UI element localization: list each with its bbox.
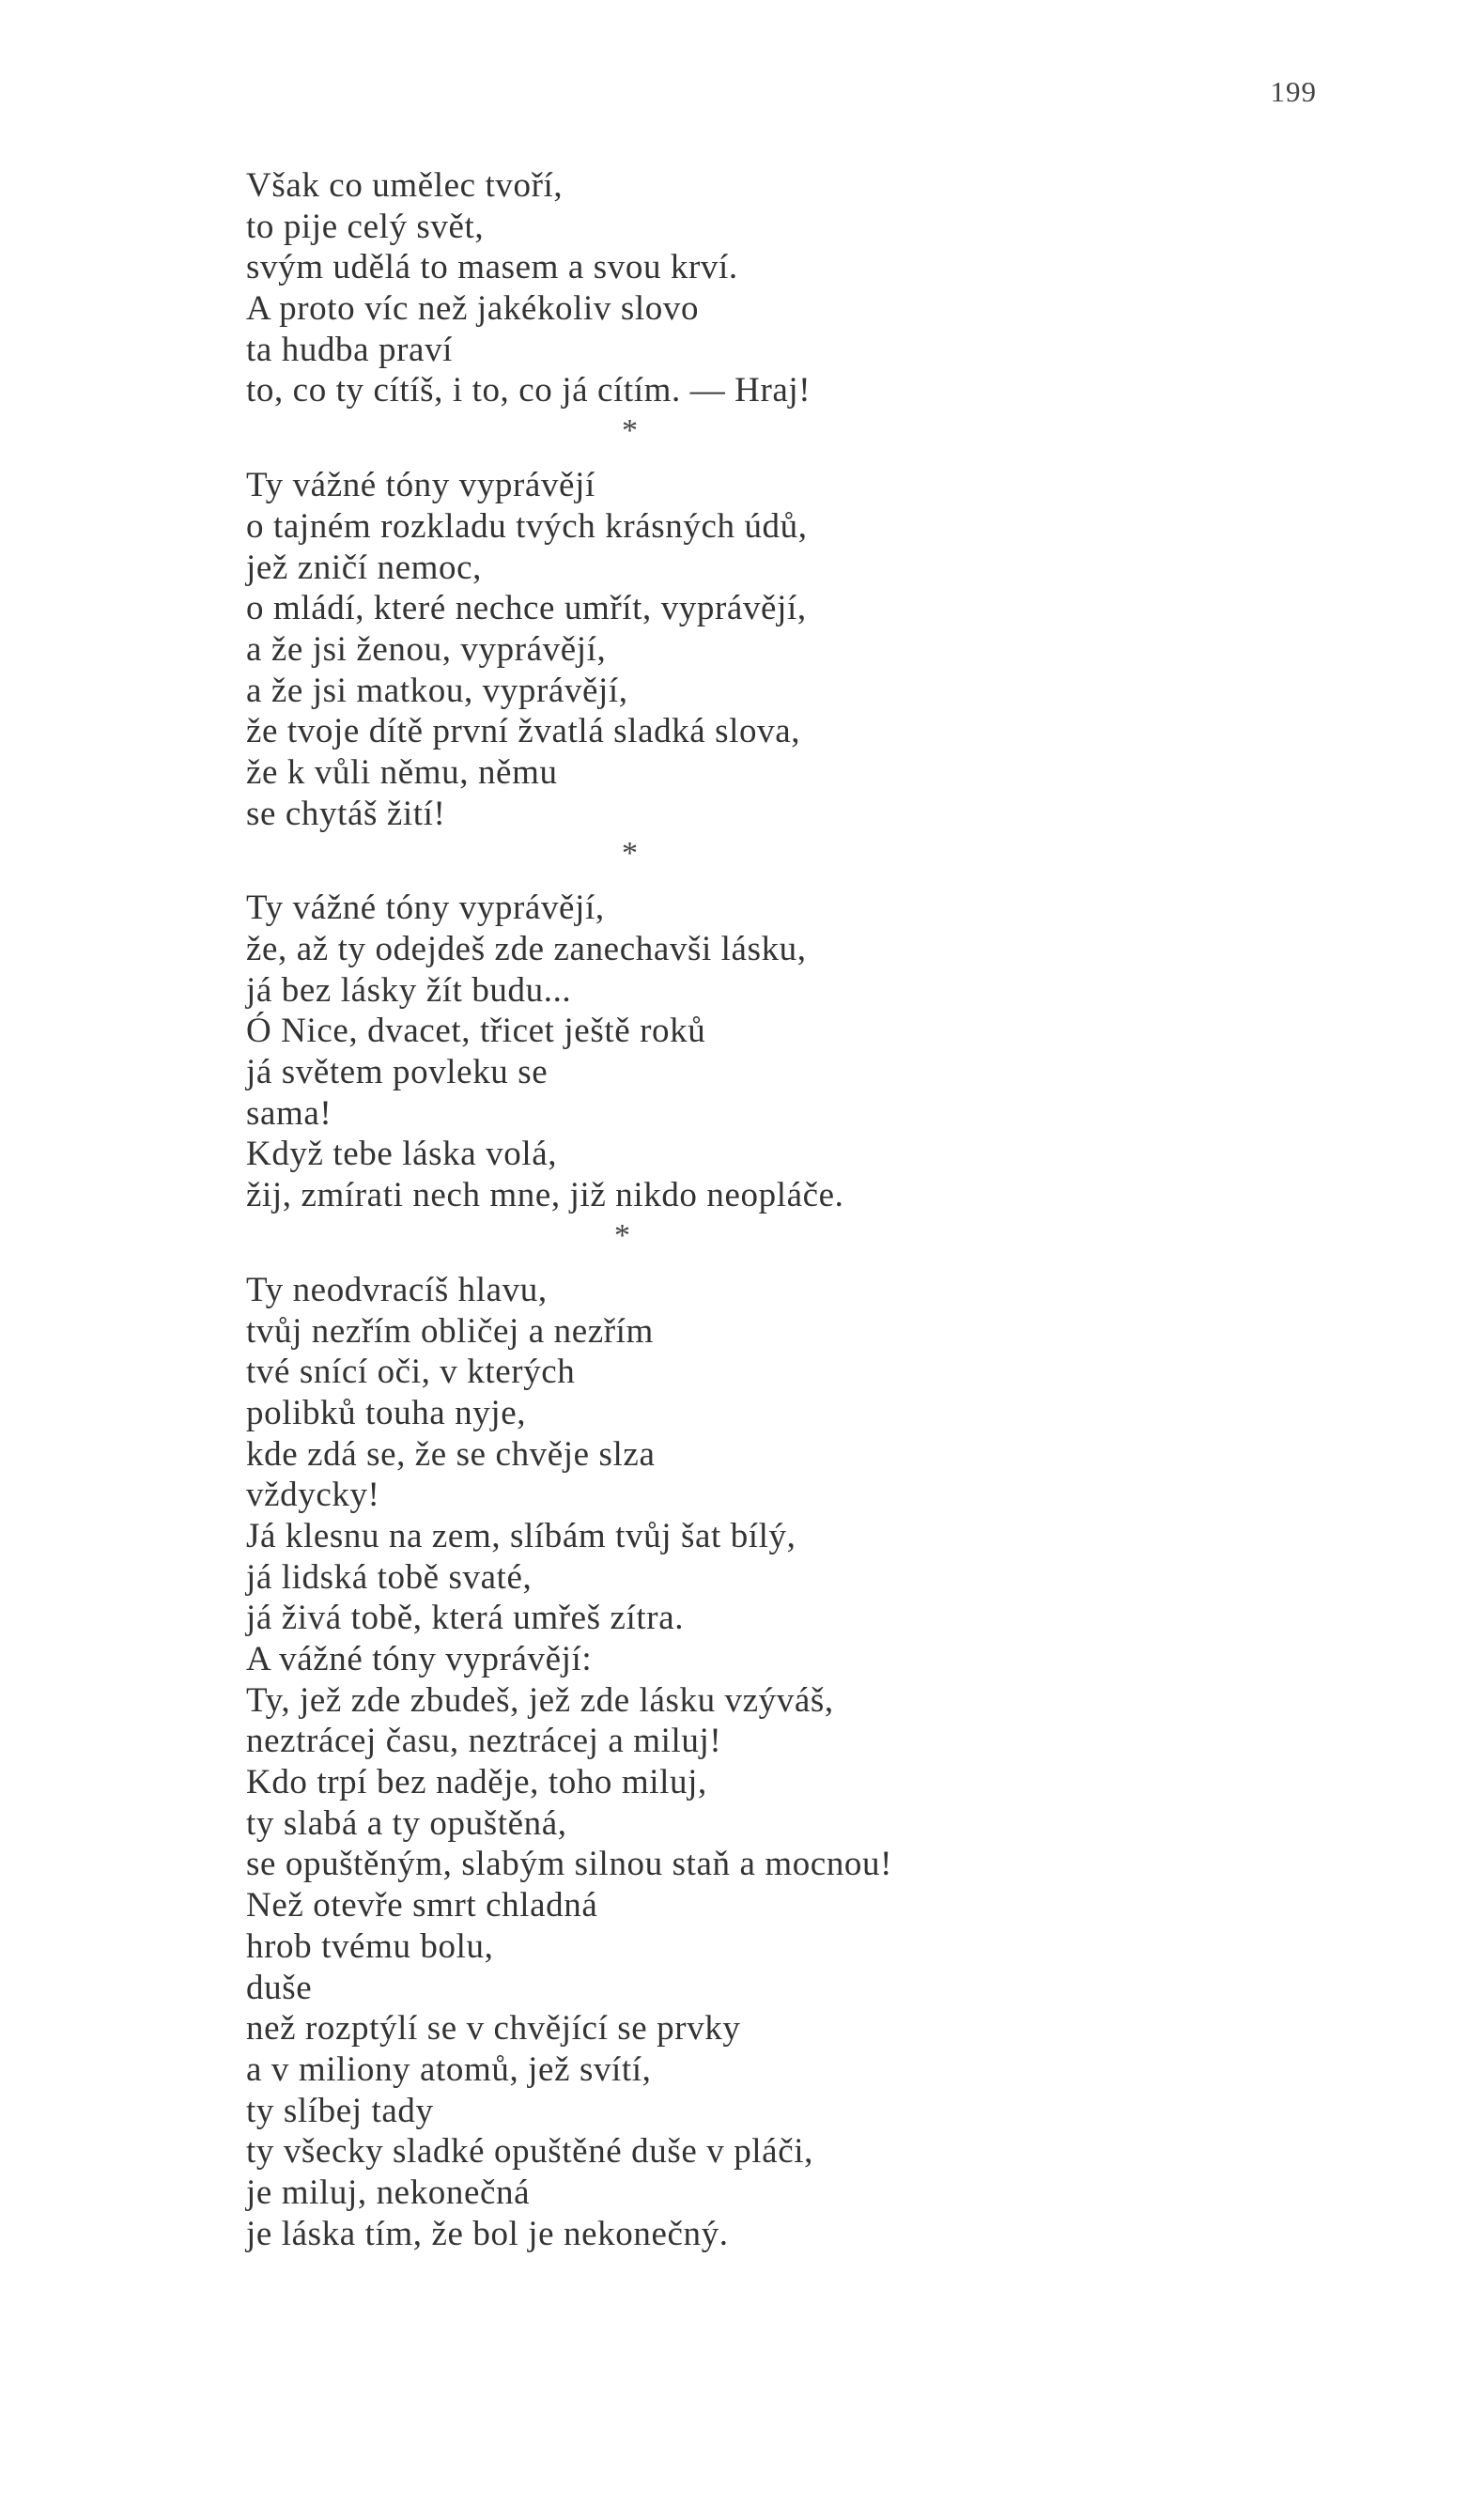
poem-line: duše — [246, 1968, 313, 2007]
poem-line: než rozptýlí se v chvějící se prvky — [246, 2009, 741, 2049]
poem-line: svým udělá to masem a svou krví. — [246, 248, 738, 287]
stanza-3 — [246, 888, 1326, 1216]
poem-line: sama! — [246, 1093, 332, 1133]
poem-line: já živá tobě, která umřeš zítra. — [246, 1599, 685, 1638]
poem-line: polibků touha nyje, — [246, 1393, 527, 1432]
poem-line: kde zdá se, že se chvěje slza — [246, 1434, 656, 1474]
asterisk-separator: * — [614, 1217, 630, 1253]
stanza-4 — [246, 1270, 1326, 2255]
stanza-2 — [246, 465, 1326, 834]
poem-line: je láska tím, že bol je nekonečný. — [246, 2214, 729, 2253]
poem-line: hrob tvému bolu, — [246, 1926, 494, 1966]
stanza-separator — [246, 1216, 1326, 1270]
poem-line: neztrácej času, neztrácej a miluj! — [246, 1722, 722, 1761]
poem-line: já bez lásky žít budu... — [246, 970, 572, 1010]
poem-line: A proto víc než jakékoliv slovo — [246, 289, 700, 329]
poem-line: že k vůli němu, němu — [246, 752, 558, 792]
poem-line: ty slabá a ty opuštěná, — [246, 1803, 567, 1843]
poem-line: tvé snící oči, v kterých — [246, 1353, 576, 1392]
poem-line: to, co ty cítíš, i to, co já cítím. — Hraj! — [246, 371, 812, 410]
stanza-separator — [246, 411, 1326, 465]
page-number: 199 — [1270, 75, 1317, 108]
stanza-1 — [246, 165, 1326, 411]
poem-line: tvůj nezřím obličej a nezřím — [246, 1311, 654, 1351]
poem-line: a že jsi matkou, vyprávějí, — [246, 671, 628, 710]
poem-line: jež zničí nemoc, — [246, 548, 483, 587]
poem-line: Kdo trpí bez naděje, toho miluj, — [246, 1763, 707, 1802]
poem-line: ty všecky sladké opuštěné duše v pláči, — [246, 2132, 813, 2172]
poem-line: Však co umělec tvoří, — [246, 166, 564, 205]
poem-line: o tajném rozkladu tvých krásných údů, — [246, 506, 808, 546]
asterisk-separator: * — [622, 836, 638, 872]
poem-line: o mládí, které nechce umřít, vyprávějí, — [246, 589, 807, 628]
poem-line: já světem povleku se — [246, 1053, 549, 1092]
stanza-separator — [246, 834, 1326, 888]
poem-line: Ty vážné tóny vyprávějí, — [246, 889, 605, 928]
poem-line: Než otevře smrt chladná — [246, 1886, 598, 1925]
poem-line: Ó Nice, dvacet, třicet ještě roků — [246, 1012, 706, 1051]
poem-line: se opuštěným, slabým silnou staň a mocnou! — [246, 1845, 893, 1884]
asterisk-separator: * — [622, 413, 638, 449]
poem-line: že, až ty odejdeš zde zanechavši lásku, — [246, 930, 807, 968]
poem-line: já lidská tobě svaté, — [246, 1557, 533, 1597]
poem-line: to pije celý svět, — [246, 207, 485, 246]
poem-line: ty slíbej tady — [246, 2091, 434, 2130]
poem-line: a že jsi ženou, vyprávějí, — [246, 629, 607, 669]
poem-line: ta hudba praví — [246, 330, 454, 369]
poem-line: Já klesnu na zem, slíbám tvůj šat bílý, — [246, 1516, 796, 1555]
poem-line: a v miliony atomů, jež svítí, — [246, 2049, 652, 2089]
poem — [246, 165, 1326, 2254]
poem-line: žij, zmírati nech mne, již nikdo neopláče. — [246, 1176, 844, 1215]
poem-line: A vážné tóny vyprávějí: — [246, 1640, 593, 1678]
poem-line: Ty, jež zde zbudeš, jež zde lásku vzýváš, — [246, 1680, 834, 1720]
poem-line: Když tebe láska volá, — [246, 1135, 558, 1174]
poem-line: se chytáš žití! — [246, 794, 446, 833]
poem-line: že tvoje dítě první žvatlá sladká slova, — [246, 712, 801, 751]
poem-line: vždycky! — [246, 1476, 380, 1515]
poem-line: Ty vážné tóny vyprávějí — [246, 466, 595, 505]
poem-line: Ty neodvracíš hlavu, — [246, 1270, 548, 1309]
poem-line: je miluj, nekonečná — [246, 2173, 531, 2212]
